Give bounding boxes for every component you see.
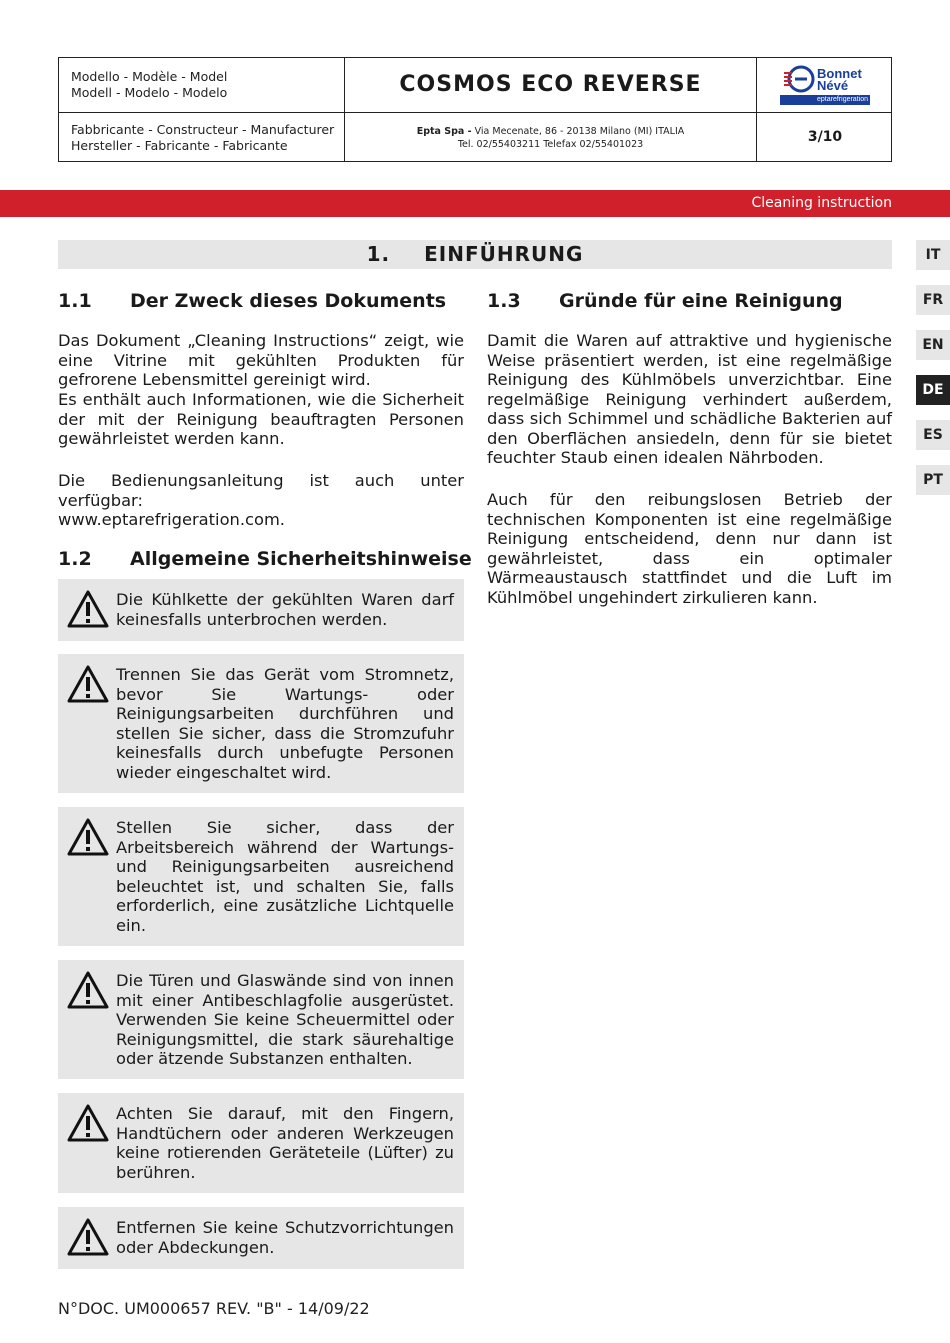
lang-tab-it[interactable]: IT [916, 240, 950, 270]
warning-triangle-icon [66, 664, 110, 704]
lang-tab-de[interactable]: DE [916, 375, 950, 405]
heading-number: 1.1 [58, 290, 92, 312]
warning-text: Achten Sie darauf, mit den Fingern, Handtüchern oder anderen Werkzeugen keine rotierenden Geräteteile (Lüfter) zu berühren. [116, 1104, 454, 1182]
brand-logo [780, 64, 872, 108]
product-title: COSMOS ECO REVERSE [399, 72, 702, 97]
paragraph-purpose-1: Das Dokument „Cleaning Instructions“ zeigt, wie eine Vitrine mit gekühlten Produkten für gefrorene Lebensmittel gereinigt wird. [58, 331, 464, 389]
warning-box [58, 1093, 464, 1193]
paragraph-cleaning-reasons-2: Auch für den reibungslosen Betrieb der technischen Komponenten ist eine regelmäßige Reinigung entscheidend, denn nur dann ist gewährleistet, dass ein optimaler Wärmeaustausch stattfindet und die Luft im Kühlmöbel ungehindert zirkulieren kann. [487, 490, 892, 607]
warning-text: Trennen Sie das Gerät vom Stromnetz, bevor Sie Wartungs- oder Reinigungsarbeiten durchführen und stellen Sie sicher, dass die Stromzufuhr keinesfalls durch unbefugte Personen wieder eingeschaltet wird. [116, 665, 454, 782]
manufacturer-label [71, 122, 334, 154]
logo-subtitle: eptarefrigeration [780, 95, 870, 105]
warning-triangle-icon [66, 817, 110, 857]
heading-1-2 [58, 547, 472, 571]
chapter-number: 1. [366, 242, 391, 266]
logo-text-bonnet: Bonnet [817, 66, 862, 81]
warning-triangle-icon [66, 1217, 110, 1257]
document-number: N°DOC. UM000657 REV. "B" - 14/09/22 [58, 1299, 370, 1318]
heading-1-3 [487, 289, 843, 313]
heading-text: Allgemeine Sicherheitshinweise [130, 548, 472, 570]
lang-tab-en[interactable]: EN [916, 330, 950, 360]
warning-triangle-icon [66, 1103, 110, 1143]
warning-box [58, 807, 464, 946]
model-label [71, 69, 227, 101]
model-label-line-2: Modell - Modelo - Modelo [71, 85, 228, 100]
chapter-title [58, 240, 892, 269]
address-line-1: Via Mecenate, 86 - 20138 Milano (MI) ITALIA [471, 126, 685, 137]
manufacturer-label-line-1: Fabbricante - Constructeur - Manufacturer [71, 122, 335, 137]
warning-box [58, 579, 464, 641]
warning-triangle-icon [66, 970, 110, 1010]
paragraph-manual-availability: Die Bedienungsanleitung ist auch unter verfügbar: [58, 471, 464, 510]
lang-tab-es[interactable]: ES [916, 420, 950, 450]
warning-box [58, 960, 464, 1079]
model-label-line-1: Modello - Modèle - Model [71, 69, 228, 84]
logo-mark-icon [782, 64, 818, 94]
warning-text: Die Kühlkette der gekühlten Waren darf keinesfalls unterbrochen werden. [116, 590, 454, 629]
heading-number: 1.3 [487, 290, 521, 312]
warning-text: Die Türen und Glaswände sind von innen mit einer Antibeschlagfolie ausgerüstet. Verwenden Sie keine Scheuermittel oder Reinigungsmittel, die stark säurehaltige oder ätzende Substanzen enthalten. [116, 971, 454, 1068]
page-number: 3/10 [807, 129, 843, 145]
heading-text: Der Zweck dieses Dokuments [130, 290, 447, 312]
chapter-title-text: EINFÜHRUNG [424, 242, 584, 266]
section-band: Cleaning instruction [0, 190, 950, 217]
company-name: Epta Spa - [416, 126, 472, 137]
warning-box [58, 1207, 464, 1269]
heading-text: Gründe für eine Reinigung [559, 290, 843, 312]
warning-text: Entfernen Sie keine Schutzvorrichtungen oder Abdeckungen. [116, 1218, 454, 1257]
manufacturer-label-line-2: Hersteller - Fabricante - Fabricante [71, 138, 288, 153]
document-header [58, 57, 892, 162]
warning-text: Stellen Sie sicher, dass der Arbeitsbereich während der Wartungs- und Reinigungsarbeiten ausreichend beleuchtet ist, und schalten Sie, falls erforderlich, eine zusätzliche Lichtquelle ein. [116, 818, 454, 935]
paragraph-purpose-2: Es enthält auch Informationen, wie die Sicherheit der mit der Reinigung beauftragten Personen gewährleistet werden kann. [58, 390, 464, 448]
heading-1-1 [58, 289, 446, 313]
paragraph-cleaning-reasons-1: Damit die Waren auf attraktive und hygienische Weise präsentiert werden, ist eine regelmäßige Reinigung des Kühlmöbels unverzichtbar. Eine regelmäßige Reinigung verhindert außerdem, dass sich Schimmel und schädliche Bakterien auf den Oberflächen ansiedeln, denn für sie bietet feuchter Staub einen idealen Nährboden. [487, 331, 892, 467]
lang-tab-fr[interactable]: FR [916, 285, 950, 315]
lang-tab-pt[interactable]: PT [916, 465, 950, 495]
warning-triangle-icon [66, 589, 110, 629]
manufacturer-address [345, 125, 756, 151]
logo-text-neve: Névé [817, 78, 849, 93]
warning-box [58, 654, 464, 793]
address-line-2: Tel. 02/55403211 Telefax 02/55401023 [457, 139, 644, 150]
website-link[interactable]: www.eptarefrigeration.com. [58, 510, 285, 529]
heading-number: 1.2 [58, 548, 92, 570]
